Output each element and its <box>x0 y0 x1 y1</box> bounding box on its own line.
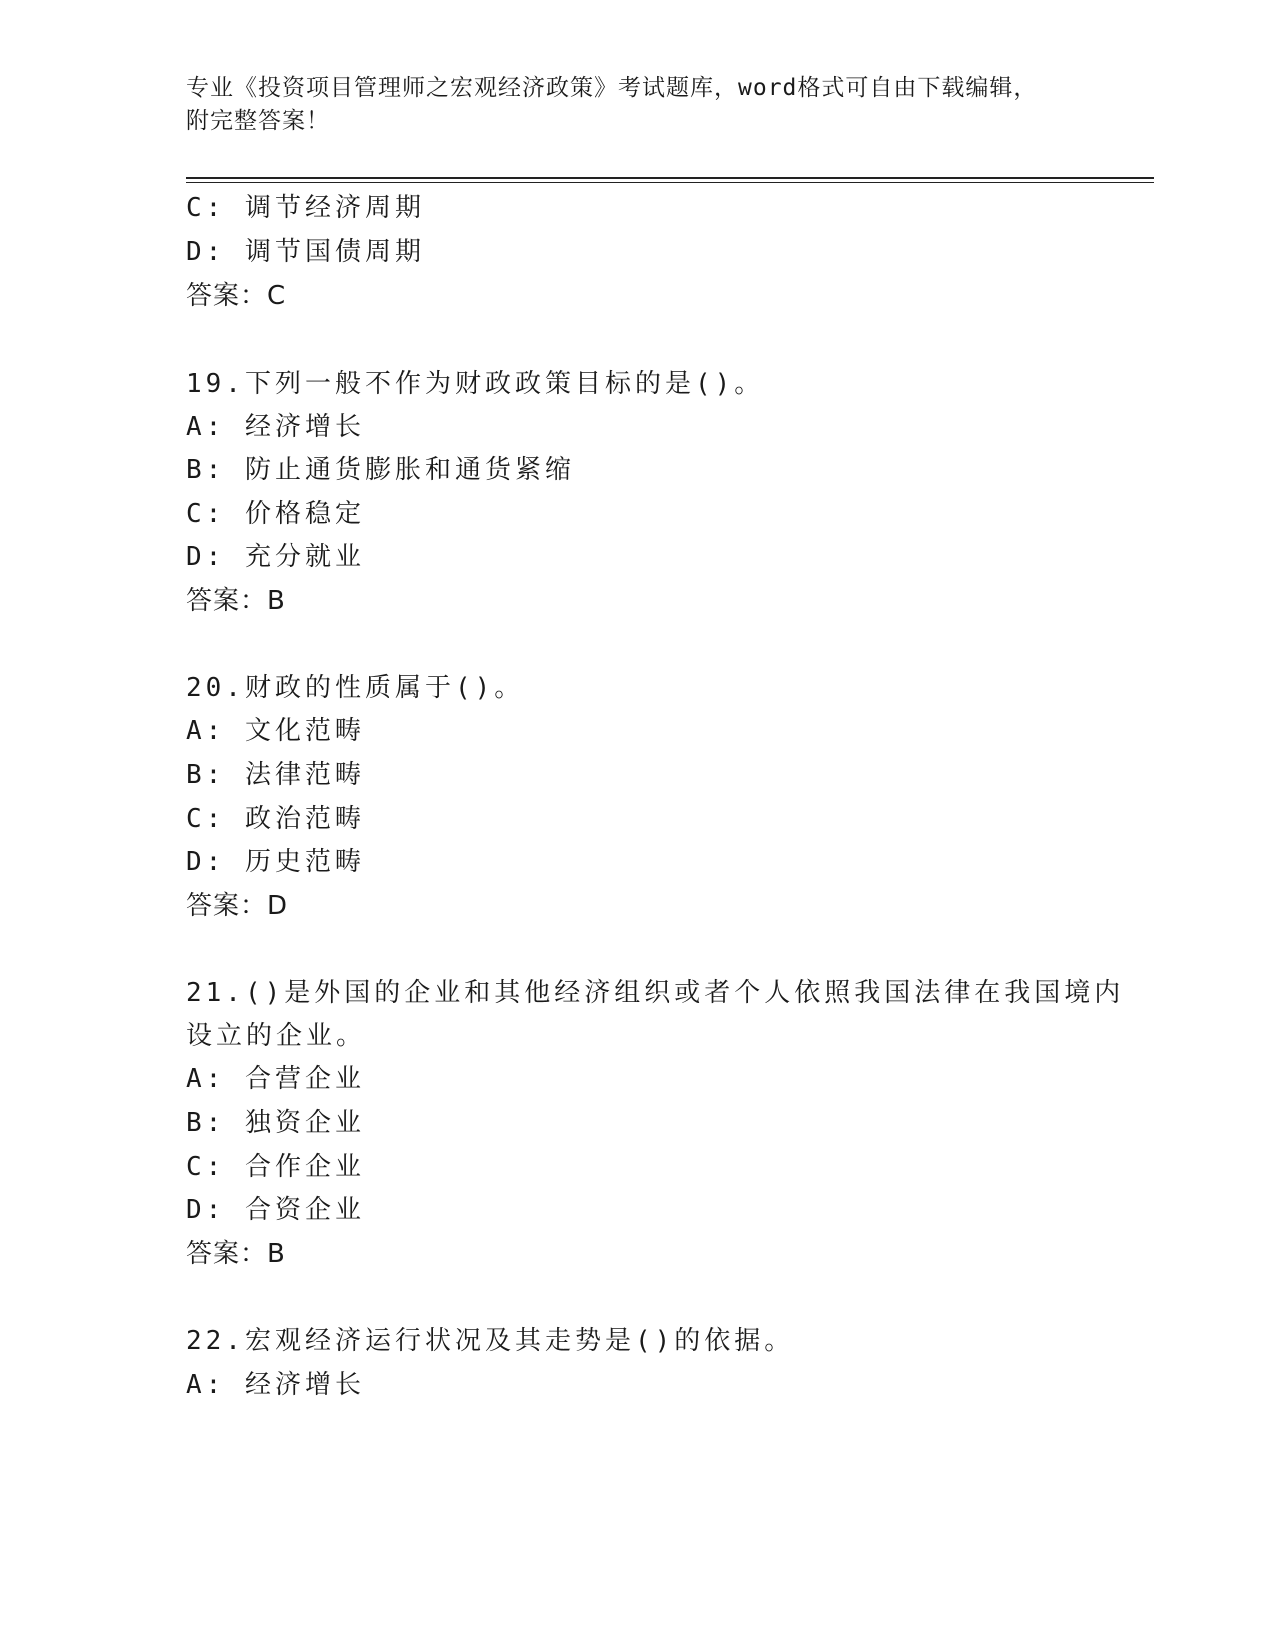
q21-option-c: C: 合作企业 <box>186 1152 365 1182</box>
q20-option-c: C: 政治范畴 <box>186 804 365 834</box>
q19-answer: 答案：B <box>186 586 286 616</box>
q20-option-b: B: 法律范畴 <box>186 760 365 790</box>
question-21-line-2: 设立的企业。 <box>186 1021 367 1051</box>
q20-answer: 答案：D <box>186 891 289 921</box>
q21-answer: 答案：B <box>186 1239 286 1269</box>
document-header <box>186 72 1086 138</box>
answer: 答案：C <box>186 281 287 311</box>
q20-option-d: D: 历史范畴 <box>186 847 365 877</box>
q22-option-a: A: 经济增长 <box>186 1370 365 1400</box>
question-20: 20.财政的性质属于()。 <box>186 673 525 703</box>
question-22: 22.宏观经济运行状况及其走势是()的依据。 <box>186 1326 795 1356</box>
option-c: C: 调节经济周期 <box>186 193 425 223</box>
header-rule-thin <box>186 182 1154 183</box>
q21-option-d: D: 合资企业 <box>186 1195 365 1225</box>
header-line-1: 专业《投资项目管理师之宏观经济政策》考试题库，word格式可自由下载编辑， <box>186 75 1038 101</box>
q19-option-d: D: 充分就业 <box>186 542 365 572</box>
q21-option-a: A: 合营企业 <box>186 1064 365 1094</box>
header-line-2: 附完整答案！ <box>186 108 330 134</box>
q19-option-b: B: 防止通货膨胀和通货紧缩 <box>186 455 575 485</box>
question-21-line-1: 21.()是外国的企业和其他经济组织或者个人依照我国法律在我国境内 <box>186 978 1125 1008</box>
q19-option-a: A: 经济增长 <box>186 412 365 442</box>
q20-option-a: A: 文化范畴 <box>186 716 365 746</box>
q21-option-b: B: 独资企业 <box>186 1108 365 1138</box>
header-rule-thick <box>186 177 1154 179</box>
q19-option-c: C: 价格稳定 <box>186 499 365 529</box>
question-19: 19.下列一般不作为财政政策目标的是()。 <box>186 369 765 399</box>
option-d: D: 调节国债周期 <box>186 237 425 267</box>
